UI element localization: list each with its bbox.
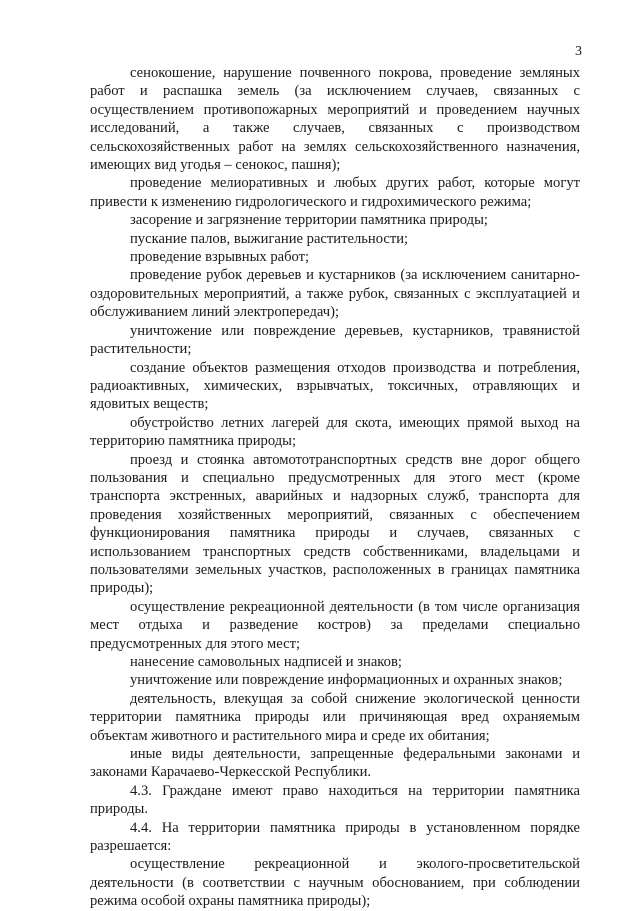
document-body — [90, 64, 580, 911]
paragraph: деятельность, влекущая за собой снижение экологической ценности территории памятника природы или причиняющая вред охраняемым объектам животного и растительного мира и среде их обитания; — [90, 690, 580, 744]
paragraph: уничтожение или повреждение информационных и охранных знаков; — [130, 672, 563, 689]
paragraph: засорение и загрязнение территории памятника природы; — [130, 212, 488, 229]
page-number: 3 — [575, 44, 582, 59]
paragraph: нанесение самовольных надписей и знаков; — [130, 654, 402, 670]
paragraph: проведение рубок деревьев и кустарников (за исключением санитарно-оздоровительных мероприятий, а также рубок, связанных с эксплуатацией и обслуживанием линий электропередач); — [90, 267, 580, 321]
paragraph: пускание палов, выжигание растительности; — [130, 230, 409, 247]
paragraph: проведение мелиоративных и любых других работ, которые могут привести к изменению гидрологического и гидрохимического режима; — [90, 175, 580, 210]
paragraph: проезд и стоянка автомототранспортных средств вне дорог общего пользования и специально предусмотренных для этого мест (кроме транспорта экстренных, аварийных и надзорных служб, транспорта для проведения хозяйственных мероприятий, связанных с обеспечением функционирования памятника природы и случаев, связанных с использованием транспортных средств собственниками, владельцами и пользователями земельных участков, расположенных в границах памятника природы); — [90, 451, 580, 597]
paragraph: обустройство летних лагерей для скота, имеющих прямой выход на территорию памятника природы; — [90, 414, 580, 450]
section-paragraph-4-4: 4.4. На территории памятника природы в установленном порядке разрешается: — [90, 819, 580, 855]
paragraph: создание объектов размещения отходов производства и потребления, радиоактивных, химических, взрывчатых, токсичных, отравляющих и ядовитых веществ; — [90, 359, 580, 413]
paragraph: проведение взрывных работ; — [130, 249, 310, 266]
paragraph: сенокошение, нарушение почвенного покрова, проведение земляных работ и распашка земель (за исключением случаев, связанных с осуществлением противопожарных мероприятий и проведением научных исследований, а также случаев, связанных с производством сельскохозяйственных работ на землях сельскохозяйственного назначения, имеющих вид угодья – сенокос, пашня); — [90, 65, 580, 174]
paragraph: осуществление рекреационной деятельности (в том числе организация мест отдыха и разведение костров) за пределами специально предусмотренных для этого мест; — [90, 598, 580, 652]
paragraph: уничтожение или повреждение деревьев, кустарников, травянистой растительности; — [90, 322, 580, 358]
paragraph: осуществление рекреационной и эколого-просветительской деятельности (в соответствии с научным обоснованием, при соблюдении режима особой охраны памятника природы); — [90, 856, 580, 910]
paragraph: иные виды деятельности, запрещенные федеральными законами и законами Карачаево-Черкесской Республики. — [90, 746, 580, 781]
section-paragraph-4-3: 4.3. Граждане имеют право находиться на территории памятника природы. — [90, 782, 580, 818]
